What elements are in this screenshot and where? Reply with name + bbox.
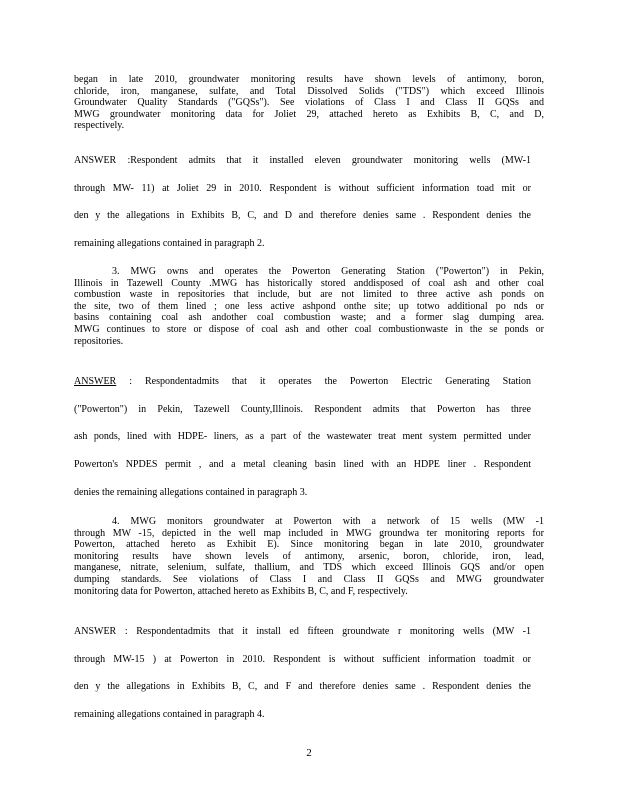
answer-line: through MW-15 ) at Powerton in 2010. Respondent is without sufficient information toadmit or: [74, 654, 531, 665]
answer-text: : Respondentadmits that it operates the Powerton Electric Generating Station: [116, 376, 531, 387]
answer-label: ANSWER: [74, 376, 117, 387]
text-line: Powerton, attached hereto as Exhibit E). Since monitoring began in late 2010, groundwater: [74, 539, 544, 551]
text-line: through MW -15, depicted in the well map included in MWG groundwa ter monitoring reports for: [74, 527, 544, 539]
text-line: chloride, iron, manganese, sulfate, and Total Dissolved Solids ("TDS") which exceed Illinois: [74, 85, 544, 97]
text-line: the site, two of them lined ; one less active ashpond onthe site; up totwo additional po nds or: [74, 300, 544, 312]
text-line: repositories.: [74, 335, 124, 347]
answer-line: ash ponds, lined with HDPE- liners, as a part of the wastewater treat ment system permitted under: [74, 431, 531, 442]
answer-text: : Respondentadmits that it install ed fifteen groundwate r monitoring wells (MW -1: [116, 626, 531, 637]
text-line: dumping standards. See violations of Class I and Class II GQSs and MWG groundwater: [74, 573, 544, 585]
text-line: monitoring results have shown levels of antimony, arsenic, boron, chloride, iron, lead,: [74, 550, 544, 562]
text-line: 3. MWG owns and operates the Powerton Generating Station ("Powerton") in Pekin,: [112, 266, 544, 277]
answer-line: den y the allegations in Exhibits B, C, and D and therefore denies same . Respondent denies the: [74, 210, 531, 221]
text-line: MWG groundwater monitoring data for Joliet 29, attached hereto as Exhibits B, C, and D,: [74, 108, 544, 120]
text-line: MWG continues to store or dispose of coal ash and other coal combustionwaste in the se ponds or: [74, 323, 544, 335]
answer-text: :Respondent admits that it installed eleven groundwater monitoring wells (MW-1: [116, 155, 531, 166]
text-line: monitoring data for Powerton, attached hereto as Exhibits B, C, and F, respectively.: [74, 585, 408, 597]
answer-line: denies the remaining allegations contained in paragraph 3.: [74, 487, 308, 498]
paragraph-4: [74, 516, 544, 597]
text-line: respectively.: [74, 120, 125, 132]
paragraph-3: [74, 266, 544, 347]
paragraph-2-tail: [74, 74, 544, 132]
text-line: 4. MWG monitors groundwater at Powerton with a network of 15 wells (MW -1: [112, 516, 544, 527]
answer-line: [74, 626, 531, 637]
text-line: Illinois in Tazewell County .MWG has historically stored anddisposed of coal ash and other coal: [74, 277, 544, 289]
answer-line: through MW- 11) at Joliet 29 in 2010. Respondent is without sufficient information toad mit or: [74, 183, 531, 194]
answer-line: [74, 376, 531, 387]
answer-label: ANSWER: [74, 626, 117, 637]
answer-label: ANSWER: [74, 155, 117, 166]
answer-line: Powerton's NPDES permit , and a metal cleaning basin lined with an HDPE liner . Respondent: [74, 459, 531, 470]
answer-line: remaining allegations contained in paragraph 4.: [74, 709, 265, 720]
text-line: began in late 2010, groundwater monitoring results have shown levels of antimony, boron,: [74, 74, 544, 85]
text-line: manganese, nitrate, selenium, sulfate, thallium, and TDS which exceed Illinois GQS and/or open: [74, 562, 544, 574]
text-line: basins containing coal ash andother coal combustion waste; and a former slag dumping area.: [74, 312, 544, 324]
page-number: 2: [306, 747, 312, 759]
text-line: combustion waste in repositories that include, but are not limited to three active ash ponds on: [74, 289, 544, 301]
answer-line: [74, 155, 531, 166]
answer-line: remaining allegations contained in paragraph 2.: [74, 238, 265, 249]
answer-line: den y the allegations in Exhibits B, C, and F and therefore denies same . Respondent denies the: [74, 681, 531, 692]
answer-line: ("Powerton") in Pekin, Tazewell County,Illinois. Respondent admits that Powerton has three: [74, 404, 531, 415]
text-line: Groundwater Quality Standards ("GQSs"). See violations of Class I and Class II GQSs and: [74, 97, 544, 109]
